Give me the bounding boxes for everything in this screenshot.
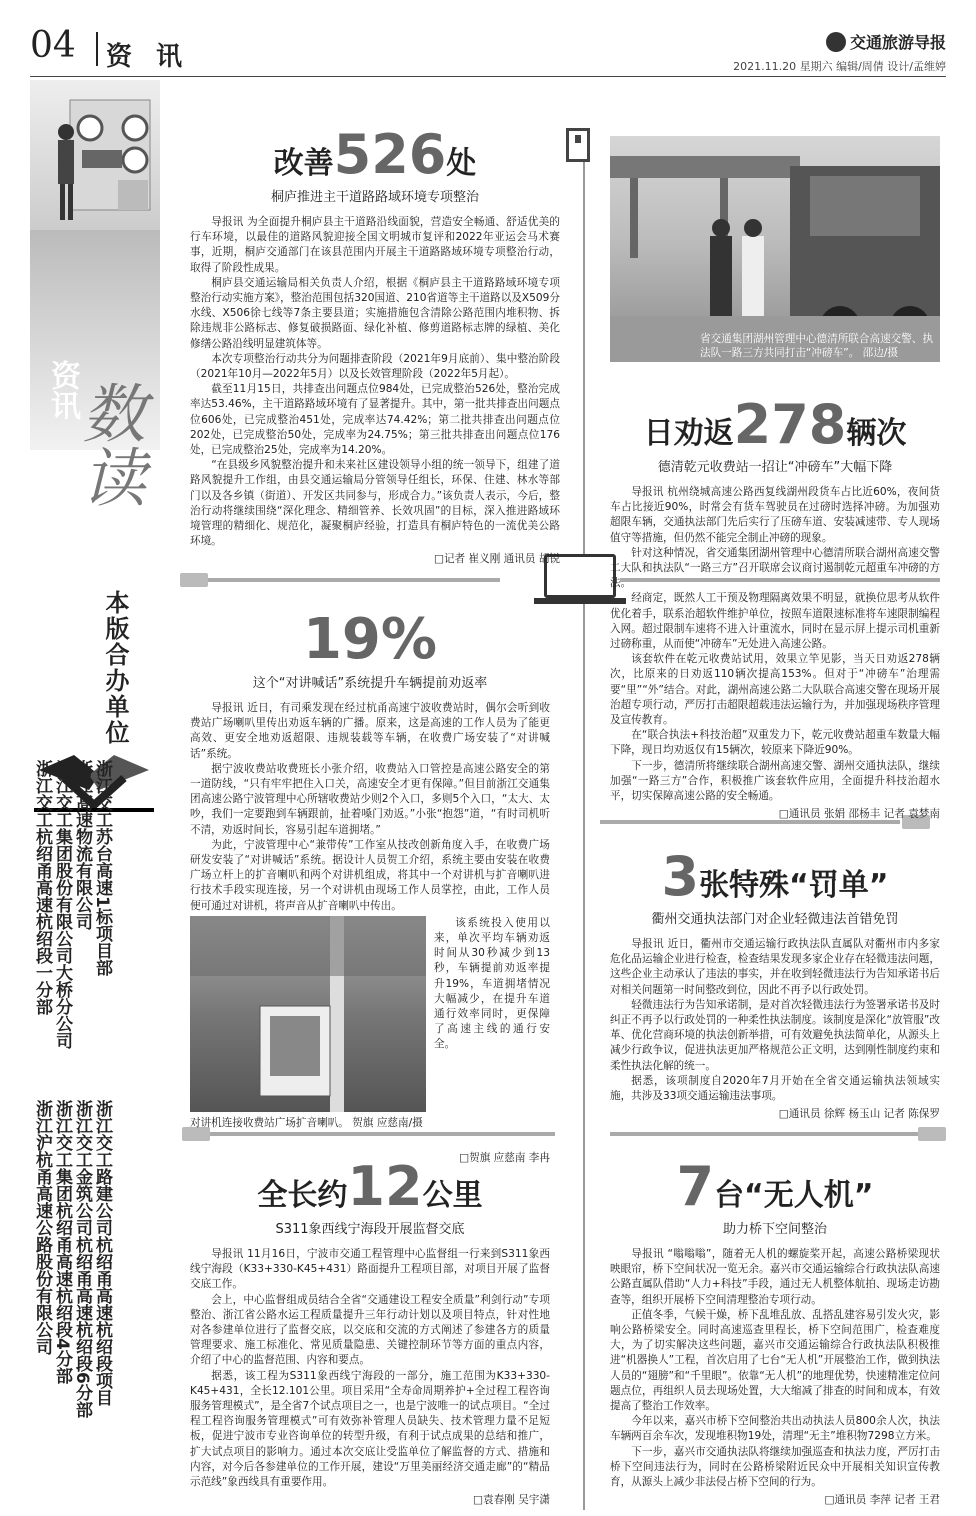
- plug-icon: [180, 573, 208, 587]
- paragraph: 今年以来，嘉兴市桥下空间整治共出动执法人员800余人次，执法车辆两百余车次，发现堆积物19处，清理“无主”堆积物7298立方米。: [610, 1415, 940, 1443]
- article-body: [434, 916, 550, 1053]
- headline-suffix: 张特殊“罚单”: [699, 868, 889, 903]
- article-body: [610, 485, 940, 804]
- article-body: [190, 1247, 550, 1490]
- paragraph: 导报讯 为全面提升桐庐县主干道路沿线面貌，营造安全畅通、舒适优美的行车环境，以最佳的道路风貌迎接全国文明城市复评和2022年亚运会马术赛事，近期，桐庐交通部门在该县范围内开展主干道路路域环境专项整治行动，取得了阶段性成果。: [190, 216, 560, 274]
- byline: □通讯员 李萍 记者 王君: [824, 1494, 940, 1507]
- article-body-with-photo: [190, 916, 550, 1166]
- article-body: [610, 1247, 940, 1490]
- article-526: [190, 123, 560, 566]
- paragraph: 导报讯 近日，有司乘发现在经过杭甬高速宁波收费站时，偶尔会听到收费站广场喇叭里传出劝返车辆的广播。原来，这是高速的工作人员为了能更高效、更安全地劝返超限、违规装载等车辆，在收费广场安装了“对讲喊话”系统。: [190, 702, 550, 760]
- headline-suffix: 辆次: [846, 416, 907, 451]
- headline-number: 526: [333, 123, 447, 186]
- article-subheadline: S311象西线宁海段开展监督交底: [275, 1222, 465, 1237]
- co-organizers-title: 本版合办单位: [101, 590, 129, 746]
- paragraph: 经商定，既然人工干预及物理隔离效果不明显，就换位思考从软件优化着手，联系治超软件维护单位，按照车道限速标准将车速限制编程入网。超过限制车速将不进入计重流水，同时在显示屏上提示司机重新过磅称重，从而使“冲磅车”无处进入高速公路。: [610, 592, 940, 651]
- article-headline: [610, 845, 940, 908]
- paragraph: 导报讯 杭州绕城高速公路西复线湖州段货车占比近60%，夜间货车占比接近90%，时常会有货车驾驶员在过磅时选择冲磅。为加强劝超限车辆，交通执法部门先后实行了压磅车道、安装减速带、专人现场值守等措施，但仍然不能完全制止冲磅的现象。: [610, 486, 940, 544]
- paragraph: 下一步，德清所将继续联合湖州高速交警、湖州交通执法队，继续加强“一路三方”合作，积极推广该套软件应用，全面提升科技治超水平，切实保障高速公路的安全畅通。: [610, 759, 940, 803]
- plug-top-icon: [566, 128, 590, 162]
- paragraph: 正值冬季，气候干燥，桥下乱堆乱放、乱搭乱建容易引发火灾，影响公路桥梁安全。同时高速巡查里程长，桥下空间范围广，检查难度大，为了切实解决这些问题，嘉兴市交通运输综合行政执法队积极推进“机器换人”工程，首次启用了七台“无人机”开展整治工作，做到执法人员的“翅膀”和“千里眼”。依靠“无人机”的地理优势，快速精准定位问题点位，再组织人员去现场处置，大大缩减了排查的时间和成本，有效提高了整治工作效率。: [610, 1308, 940, 1413]
- article-body: [190, 215, 560, 549]
- photo-caption: 对讲机连接收费站广场扩音喇叭。 贺旗 应慈南/摄: [190, 1116, 423, 1129]
- byline: □通讯员 张娟 邵杨丰 记者 袁梦南: [778, 808, 940, 821]
- article-subheadline: 这个“对讲喊话”系统提升车辆提前劝返率: [252, 676, 488, 691]
- byline: □袁春刚 吴宇潇: [473, 1494, 550, 1507]
- article-subheadline: 衢州交通执法部门对企业轻微违法首错免罚: [651, 912, 899, 927]
- article-3-tickets: [610, 845, 940, 1121]
- header-rule: [30, 76, 946, 77]
- paragraph: 下一步，嘉兴市交通执法队将继续加强巡查和执法力度，严厉打击桥下空间违法行为，同时在公路桥梁附近民众中开展相关知识宣传教育，从源头上减少非法侵占桥下空间的行为。: [610, 1445, 940, 1489]
- date-line: 2021.11.20 星期六 编辑/周倩 设计/孟维婷: [733, 60, 946, 73]
- paragraph: 在“联合执法+科技治超”双重发力下，乾元收费站超重车数量大幅下降，现日均劝返仅有15辆次，较原来下降近90%。: [610, 729, 940, 757]
- paragraph: 截至11月15日，共排查出问题点位984处，已完成整治526处，整治完成率达53.46%，主干道路路域环境有了显著提升。其中，第一批共排查出问题点位606处，已完成整治451处，完成率达74.42%；第二批共排查出问题点位202处，已完成整治50处，完成率为24.75%；第三批共排查出问题点位176处，已完成整治25处，完成率为14.20%。: [190, 383, 560, 457]
- co-organizer-item: 浙江交工路建公司杭绍甬高速杭绍段项目: [92, 1100, 112, 1406]
- toll-station-image: [610, 136, 940, 362]
- headline-number: 3: [661, 845, 700, 908]
- headline-suffix: 台“无人机”: [714, 1178, 874, 1213]
- headline-suffix: 公里: [422, 1178, 483, 1213]
- co-organizer-item: 浙江交工金筑公司杭绍甬高速杭绍段6分部: [72, 1100, 92, 1418]
- paragraph: 会上，中心监督组成员结合全省“交通建设工程安全质量”利剑行动”专项整治、浙江省公路水运工程质量提升三年行动计划以及项目特点，针对性地对各参建单位进行了监督交底，以交底和交流的方式阐述了参建各方的质量管理要求、施工标准化、常见质量隐患、关键控制环节等方面的重点内容，介绍了中心的监督范围、内容和要点。: [190, 1293, 550, 1367]
- co-organizer-item: 浙江交工杭绍甬高速杭绍段一分部: [32, 760, 52, 1015]
- photo-caption: 省交通集团湖州管理中心德清所联合高速交警、执法队一路三方共同打击“冲磅车”。 邵边/摄: [700, 333, 934, 359]
- co-organizer-item: 浙江交工集团杭绍甬高速杭绍段4分部: [52, 1100, 72, 1384]
- paragraph: 据宁波收费站收费班长小张介绍，收费站入口管控是高速公路安全的第一道防线，“只有牢牢把住入口关，高速安全才更有保障。”但目前浙江交通集团高速公路宁波管理中心所辖收费站少则2个入口，多则5个入口，“太大、太吵，我们一定要跑到车辆跟前，扯着嗓门劝返。”小张“抱怨”道，“有时司机听不清，劝返时间长，容易引起车道拥堵。”: [190, 762, 550, 836]
- article-headline: [190, 123, 560, 186]
- article-headline: [190, 607, 550, 672]
- co-organizer-item: 浙江沪杭甬高速公路股份有限公司: [32, 1100, 52, 1355]
- paragraph: 导报讯 “嗡嗡嗡”，随着无人机的螺旋桨开起，高速公路桥梁现状映眼帘，桥下空间状况一览无余。嘉兴市交通运输综合行政执法队高速公路直属队借助“人力+科技”手段，通过无人机整体航拍、现场走访勘查等，组织开展桥下空间清理整治专项行动。: [610, 1248, 940, 1306]
- cable-wire: [610, 1132, 920, 1136]
- paragraph: 导报讯 11月16日，宁波市交通工程管理中心监督组一行来到S311象西线宁海段（K33+330-K45+431）路面提升工程项目部，对项目开展了监督交底工作。: [190, 1248, 550, 1291]
- headline-number: 19%: [302, 607, 438, 672]
- byline: □记者 崔义刚 通讯员 胡锐: [433, 553, 560, 566]
- headline-suffix: 处: [446, 146, 477, 181]
- headline-number: 278: [733, 393, 847, 456]
- paragraph: 据悉，该项制度自2020年7月开始在全省交通运输执法领域实施，共涉及33项交通运输违法事项。: [610, 1074, 940, 1103]
- headline-number: 7: [676, 1155, 715, 1218]
- paragraph: 轻微违法行为告知承诺制，是对首次轻微违法行为签署承诺书及时纠正不再予以行政处罚的一种柔性执法制度。该制度是深化“放管服”改革、优化营商环境的执法创新举措，可有效避免执法简单化，从源头上减少行政争议，促进执法更加严格规范公正文明，达到刚性制度约束和柔性执法化解的统一。: [610, 998, 940, 1072]
- sidebar-title-shudu: 数读: [71, 380, 145, 508]
- paragraph: 针对这种情况，省交通集团湖州管理中心德清所联合湖州高速交警二大队和执法队“一路三方”召开联席会议商讨遏制乾元超重车冲磅的方法。: [610, 546, 940, 590]
- article-body: [190, 701, 550, 914]
- article-body: [610, 937, 940, 1104]
- paragraph: 导报讯 近日，衢州市交通运输行政执法队直属队对衢州市内多家危化品运输企业进行检查，检查结果发现多家企业存在轻微违法问题，这些企业主动承认了违法的事实，并在收到轻微违法行为告知承诺书后对相关问题第一时间整改到位，因此不再予以行政处罚。: [610, 938, 940, 996]
- traffic-sign-illustration: [30, 80, 160, 230]
- headline-number: 12: [347, 1155, 423, 1218]
- co-organizer-item: 浙江高速物流有限公司: [72, 760, 92, 930]
- headline-prefix: 全长约: [257, 1178, 348, 1213]
- header-divider: [96, 32, 98, 66]
- brand: [826, 30, 946, 53]
- paragraph: 据悉，该工程为S311象西线宁海段的一部分，施工范围为K33+330-K45+431，全长12.101公里。项目采用“全寿命周期养护+全过程工程咨询服务管理模式”，是全省7个试点项目之一，也是宁波唯一的试点项目。“全过程工程咨询服务管理模式”可有效弥补管理人员缺失、技术管理力量不足短板，促进宁波市专业咨询单位的转型升级，有利于试点成果的总结和推广，扩大试点项目的影响力。通过本次交底让受监单位了解监督的方式、措施和内容，对今后各参建单位的工作开展，建设“万里美丽经济交通走廊”的“精品示范线”象西线具有重要作用。: [190, 1369, 550, 1489]
- byline: □通讯员 徐辉 杨玉山 记者 陈保罗: [778, 1108, 940, 1121]
- co-organizer-item: 浙江交工集团股份有限公司大桥分公司: [52, 760, 72, 1049]
- sidebar-illustration: [30, 80, 160, 230]
- sidebar-title-zixun: 资讯: [45, 360, 80, 420]
- article-headline: [610, 393, 940, 456]
- paragraph: “在县级乡风貌整治提升和未来社区建设领导小组的统一领导下，组建了道路风貌提升工作组，由县交通运输局分管领导任组长，环保、住建、林水等部门以及各乡镇（街道）、开发区共同参与，形成合力。”该负责人表示，今后，整治行动将继续围绕“深化理念、精细管养、长效巩固”的目标，深入推进路域环境管理的精细化、规范化，凝聚桐庐经验，打造具有桐庐特色的一流优美公路环境。: [190, 459, 560, 548]
- article-subheadline: 助力桥下空间整治: [722, 1222, 827, 1237]
- article-19-percent: [190, 607, 550, 1166]
- sidebar: [30, 80, 160, 1500]
- loudspeaker-photo: [190, 916, 426, 1112]
- page-number: 04: [30, 25, 76, 66]
- byline: □贺旗 应慈南 李冉: [459, 1151, 550, 1164]
- brand-name: 交通旅游导报: [849, 33, 946, 52]
- paragraph: 该套软件在乾元收费站试用，效果立竿见影，当天日劝返278辆次，比原来的日劝返110辆次提高153%。但对于“冲磅车”治理需要“里”“外”结合。对此，湖州高速公路二大队联合高速交警在现场开展治超专项行动，严厉打击超限超载违法运输行为，并加强现场秩序管理及宣传教育。: [610, 653, 940, 727]
- article-7-drones: [610, 1155, 940, 1507]
- loudspeaker-image: [190, 916, 426, 1112]
- headline-prefix: 改善: [273, 146, 334, 181]
- cable-wire: [190, 578, 500, 582]
- brand-logo-icon: [826, 32, 846, 52]
- center-cable-line: [583, 150, 585, 1510]
- article-subheadline: 桐庐推进主干道路路域环境专项整治: [270, 190, 479, 205]
- article-subheadline: 德清乾元收费站一招让“冲磅车”大幅下降: [657, 460, 893, 475]
- headline-prefix: 日劝返: [643, 416, 734, 451]
- article-278: [610, 393, 940, 821]
- paragraph: 该系统投入使用以来，单次平均车辆劝返时间从30秒减少到13秒，车辆提前劝返率提升19%，车道拥堵情况大幅减少，在提升车道通行效率同时，更保障了高速主线的通行安全。: [434, 916, 550, 1051]
- paragraph: 为此，宁波管理中心“兼带传”工作室从技改创新角度入手，在收费广场研发安装了“对讲喊话”系统。据设计人员贺工介绍，系统主要由安装在收费广场立杆上的扩音喇叭和两个对讲机组成，将其中一个对讲机与扩音喇叭进行技术手段实现连接，另一个对讲机由现场工作人员掌控，由此，工作人员便可通过对讲机，将声音从扩音喇叭中传出。: [190, 838, 550, 912]
- section-title: 资讯: [106, 42, 207, 72]
- plug-icon: [918, 1127, 946, 1141]
- co-organizer-list-b: [32, 1100, 112, 1500]
- toll-station-photo: [610, 136, 940, 362]
- article-headline: [610, 1155, 940, 1218]
- paragraph: 本次专项整治行动共分为问题排查阶段（2021年9月底前）、集中整治阶段（2021年10月—2022年5月）以及长效管理阶段（2022年5月起）。: [190, 352, 560, 381]
- paragraph: 桐庐县交通运输局相关负责人介绍，根据《桐庐县主干道路路域环境专项整治行动实施方案》，整治范围包括320国道、210省道等主干道路以及X509分水线、X506徐七线等7条主要县道；实施措施包含清除公路范围内堆积物、拆除违规非公路标志、修复破损路面、绿化补植、修剪道路标志牌的绿植、美化修缮公路沿线明显建筑体等。: [190, 276, 560, 350]
- co-organizer-item: 浙江交工苏台高速1标项目部: [92, 760, 112, 976]
